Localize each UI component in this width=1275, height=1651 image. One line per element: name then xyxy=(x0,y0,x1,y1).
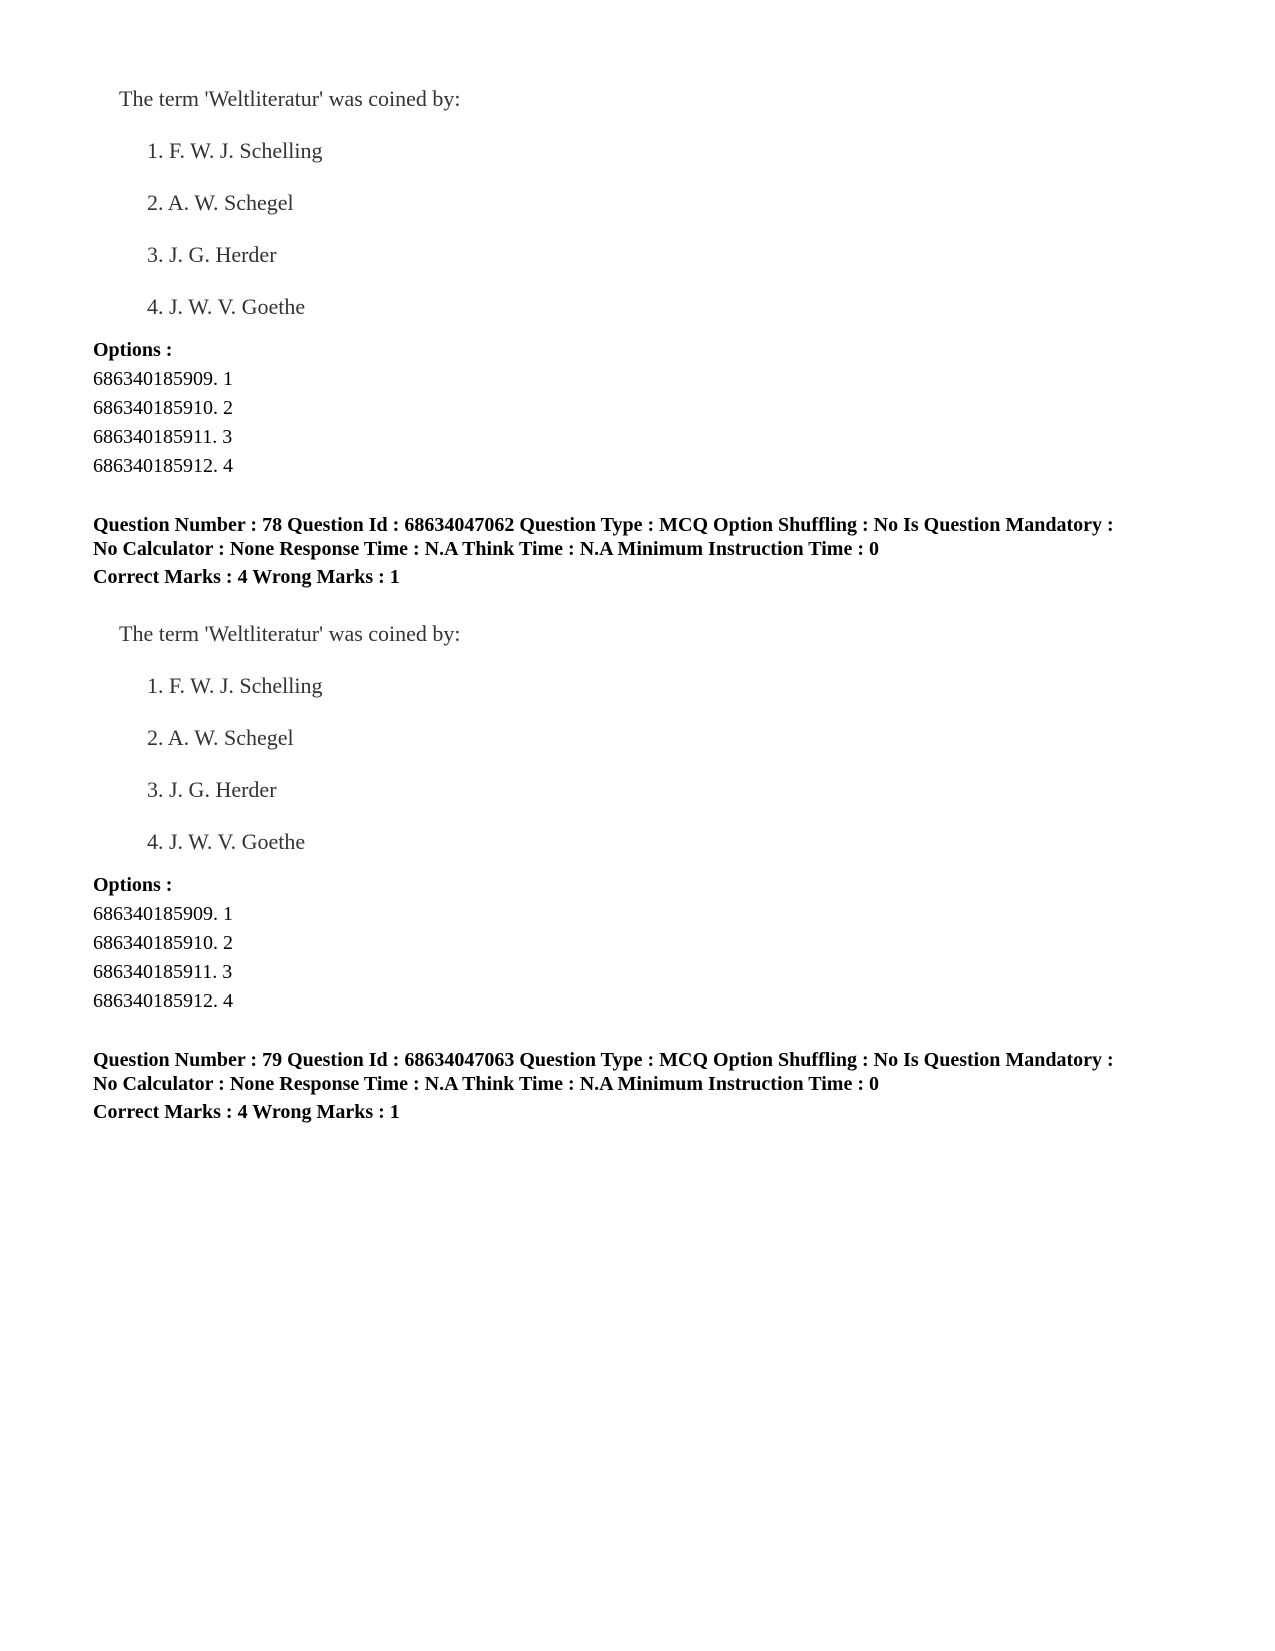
question-meta xyxy=(93,1048,1203,1124)
option-item: 686340185911. 3 xyxy=(93,961,233,983)
question-choice: 4. J. W. V. Goethe xyxy=(147,294,306,319)
question-choice: 4. J. W. V. Goethe xyxy=(147,829,306,854)
option-item: 686340185912. 4 xyxy=(93,990,233,1012)
option-item: 686340185909. 1 xyxy=(93,368,233,390)
option-item: 686340185912. 4 xyxy=(93,455,233,477)
question-choice: 2. A. W. Schegel xyxy=(147,725,294,750)
question-meta-line: Question Number : 78 Question Id : 68634047062 Question Type : MCQ Option Shuffling : No Is Question Mandatory : xyxy=(93,514,1114,536)
option-item: 686340185910. 2 xyxy=(93,397,233,419)
question-stem: The term 'Weltliteratur' was coined by: xyxy=(119,621,461,646)
question-choice: 3. J. G. Herder xyxy=(147,242,277,267)
question-marks: Correct Marks : 4 Wrong Marks : 1 xyxy=(93,1101,400,1123)
question-marks: Correct Marks : 4 Wrong Marks : 1 xyxy=(93,566,400,588)
option-item: 686340185910. 2 xyxy=(93,932,233,954)
options-label: Options : xyxy=(93,874,173,896)
question-meta-line: Question Number : 79 Question Id : 68634047063 Question Type : MCQ Option Shuffling : No Is Question Mandatory : xyxy=(93,1049,1114,1071)
question-image xyxy=(92,82,652,334)
question-stem: The term 'Weltliteratur' was coined by: xyxy=(119,86,461,111)
question-image xyxy=(92,617,652,869)
option-item: 686340185909. 1 xyxy=(93,903,233,925)
question-choice: 1. F. W. J. Schelling xyxy=(147,673,323,698)
question-choice: 3. J. G. Herder xyxy=(147,777,277,802)
question-meta-line: No Calculator : None Response Time : N.A Think Time : N.A Minimum Instruction Time : 0 xyxy=(93,538,879,560)
options-list xyxy=(93,871,233,1016)
question-choice: 1. F. W. J. Schelling xyxy=(147,138,323,163)
options-list xyxy=(93,336,233,481)
options-label: Options : xyxy=(93,339,173,361)
question-meta-line: No Calculator : None Response Time : N.A Think Time : N.A Minimum Instruction Time : 0 xyxy=(93,1073,879,1095)
option-item: 686340185911. 3 xyxy=(93,426,233,448)
question-meta xyxy=(93,513,1203,589)
question-choice: 2. A. W. Schegel xyxy=(147,190,294,215)
